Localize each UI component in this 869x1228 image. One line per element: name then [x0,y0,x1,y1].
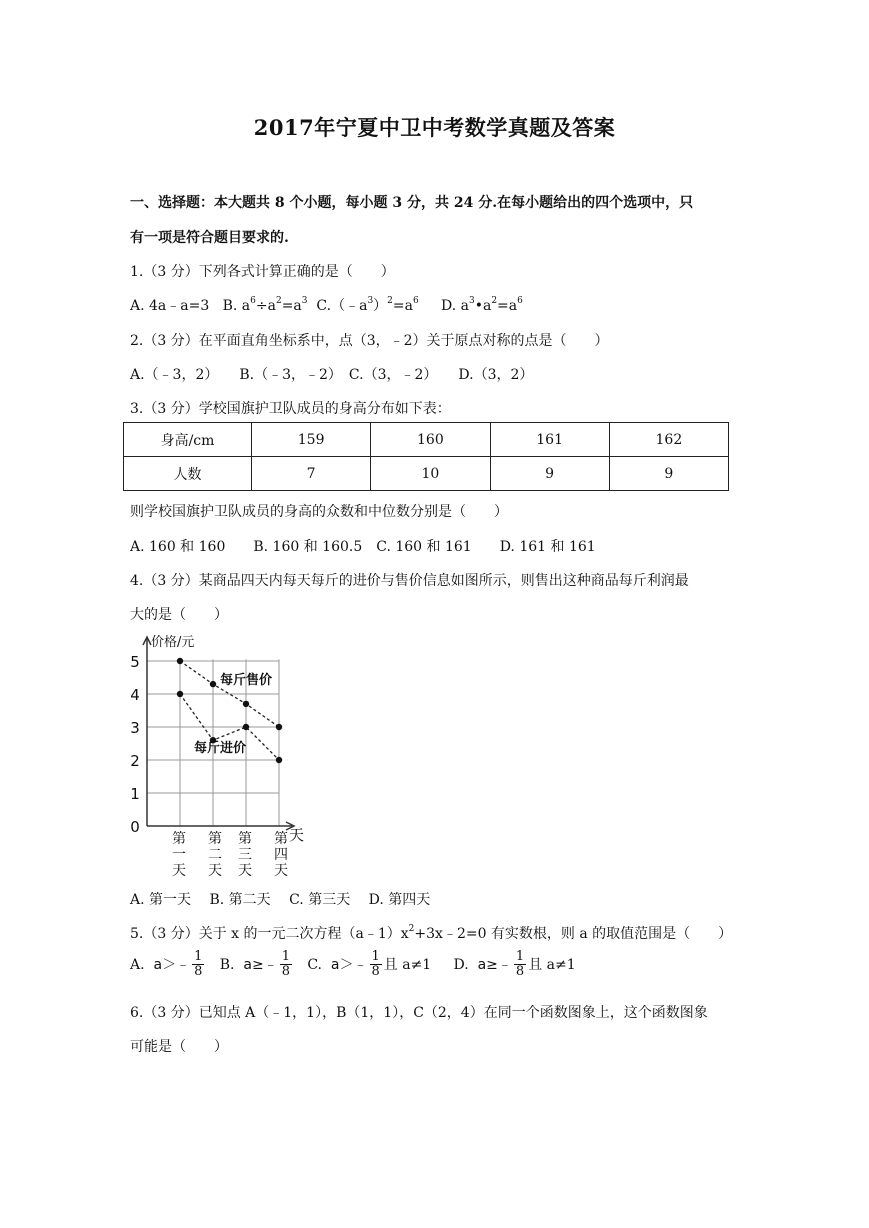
question-1-stem: 1.（3 分）下列各式计算正确的是（ ） [130,264,395,280]
data-point [276,757,282,763]
section-heading-line1: 一、选择题：本大题共 8 个小题，每小题 3 分，共 24 分.在每小题给出的四个选项中，只 [130,195,694,211]
table-cell: 人数 [124,457,252,491]
option-d: D. a≥﹣ $\frac{1}{8}$ 且 a≠1 [453,949,576,979]
option-c: C. a＞﹣ $\frac{1}{8}$ 且 a≠1 [307,949,432,979]
table-cell: 162 [609,423,728,457]
chart-labels [130,634,304,879]
table-cell: 160 [371,423,490,457]
question-3-options: A. 160 和 160 B. 160 和 160.5 C. 160 和 161 D. 161 和 161 [130,539,596,555]
y-tick-label: 3 [130,719,140,737]
y-tick-label: 4 [130,686,140,704]
series-label: 每斤售价 [220,673,273,688]
data-point [243,724,249,730]
y-tick-label: 0 [130,818,140,836]
option-a: A. 4a﹣a=3 [130,298,210,314]
table-cell: 7 [252,457,371,491]
y-tick-label: 5 [130,653,140,671]
y-axis-label: 价格/元 [151,635,195,650]
table-row [124,457,729,491]
data-point [177,691,183,697]
question-4-stem-line2: 大的是（ ） [130,607,228,623]
option-a: A. a＞﹣ $\frac{1}{8}$ [130,949,203,979]
question-4-stem-line1: 4.（3 分）某商品四天内每天每斤的进价与售价信息如图所示，则售出这种商品每斤利润最 [130,573,689,589]
data-point [177,658,183,664]
x-axis-label: 天 [289,826,305,844]
height-distribution-table [123,422,729,491]
table-row [124,423,729,457]
x-tick-label: 第三天 [238,831,252,879]
option-b: B. a≥﹣ $\frac{1}{8}$ [219,949,290,979]
y-tick-label: 2 [130,752,140,770]
question-2-stem: 2.（3 分）在平面直角坐标系中，点（3，﹣2）关于原点对称的点是（ ） [130,333,609,349]
data-point [210,681,216,687]
y-tick-label: 1 [130,785,140,803]
page-title: 2017年宁夏中卫中考数学真题及答案 [253,115,616,140]
table-cell: 159 [252,423,371,457]
price-chart [125,630,315,880]
question-5-stem: 5.（3 分）关于 x 的一元二次方程$(a﹣1)x^2+3x﹣2=0$ 有实数根，则 a 的取值范围是（ ） [130,924,733,942]
x-tick-label: 第四天 [274,831,288,879]
question-4-options: A. 第一天 B. 第二天 C. 第三天 D. 第四天 [130,892,431,908]
question-3-followup: 则学校国旗护卫队成员的身高的众数和中位数分别是（ ） [130,504,508,520]
question-6-stem-line1: 6.（3 分）已知点 A（﹣1，1），B（1，1），C（2，4）在同一个函数图象上，这个函数图象 [130,1005,708,1021]
table-cell: 10 [371,457,490,491]
x-tick-label: 第一天 [172,831,186,879]
question-3-stem: 3.（3 分）学校国旗护卫队成员的身高分布如下表： [130,401,451,417]
question-6-stem-line2: 可能是（ ） [130,1039,228,1055]
option-d: D. $a^3•a^2=a^6$ [440,296,523,314]
x-tick-label: 第二天 [208,831,222,879]
table-cell: 身高/cm [124,423,252,457]
chart-axes [143,637,294,830]
table-cell: 9 [490,457,609,491]
option-c: $C.(﹣a^3)^2=a^6$ [316,296,419,314]
table-cell: 161 [490,423,609,457]
option-b: B. $a^6\div a^2=a^3$ [222,296,308,314]
data-point [276,724,282,730]
data-point [243,701,249,707]
question-5-options [130,950,576,979]
section-heading-line2: 有一项是符合题目要求的. [130,230,289,246]
question-2-options: A.（﹣3，2） B.（﹣3，﹣2） C.（3，﹣2） D.（3，2） [130,367,534,383]
question-1-options [130,295,523,315]
series-label: 每斤进价 [194,741,247,756]
table-cell: 9 [609,457,728,491]
